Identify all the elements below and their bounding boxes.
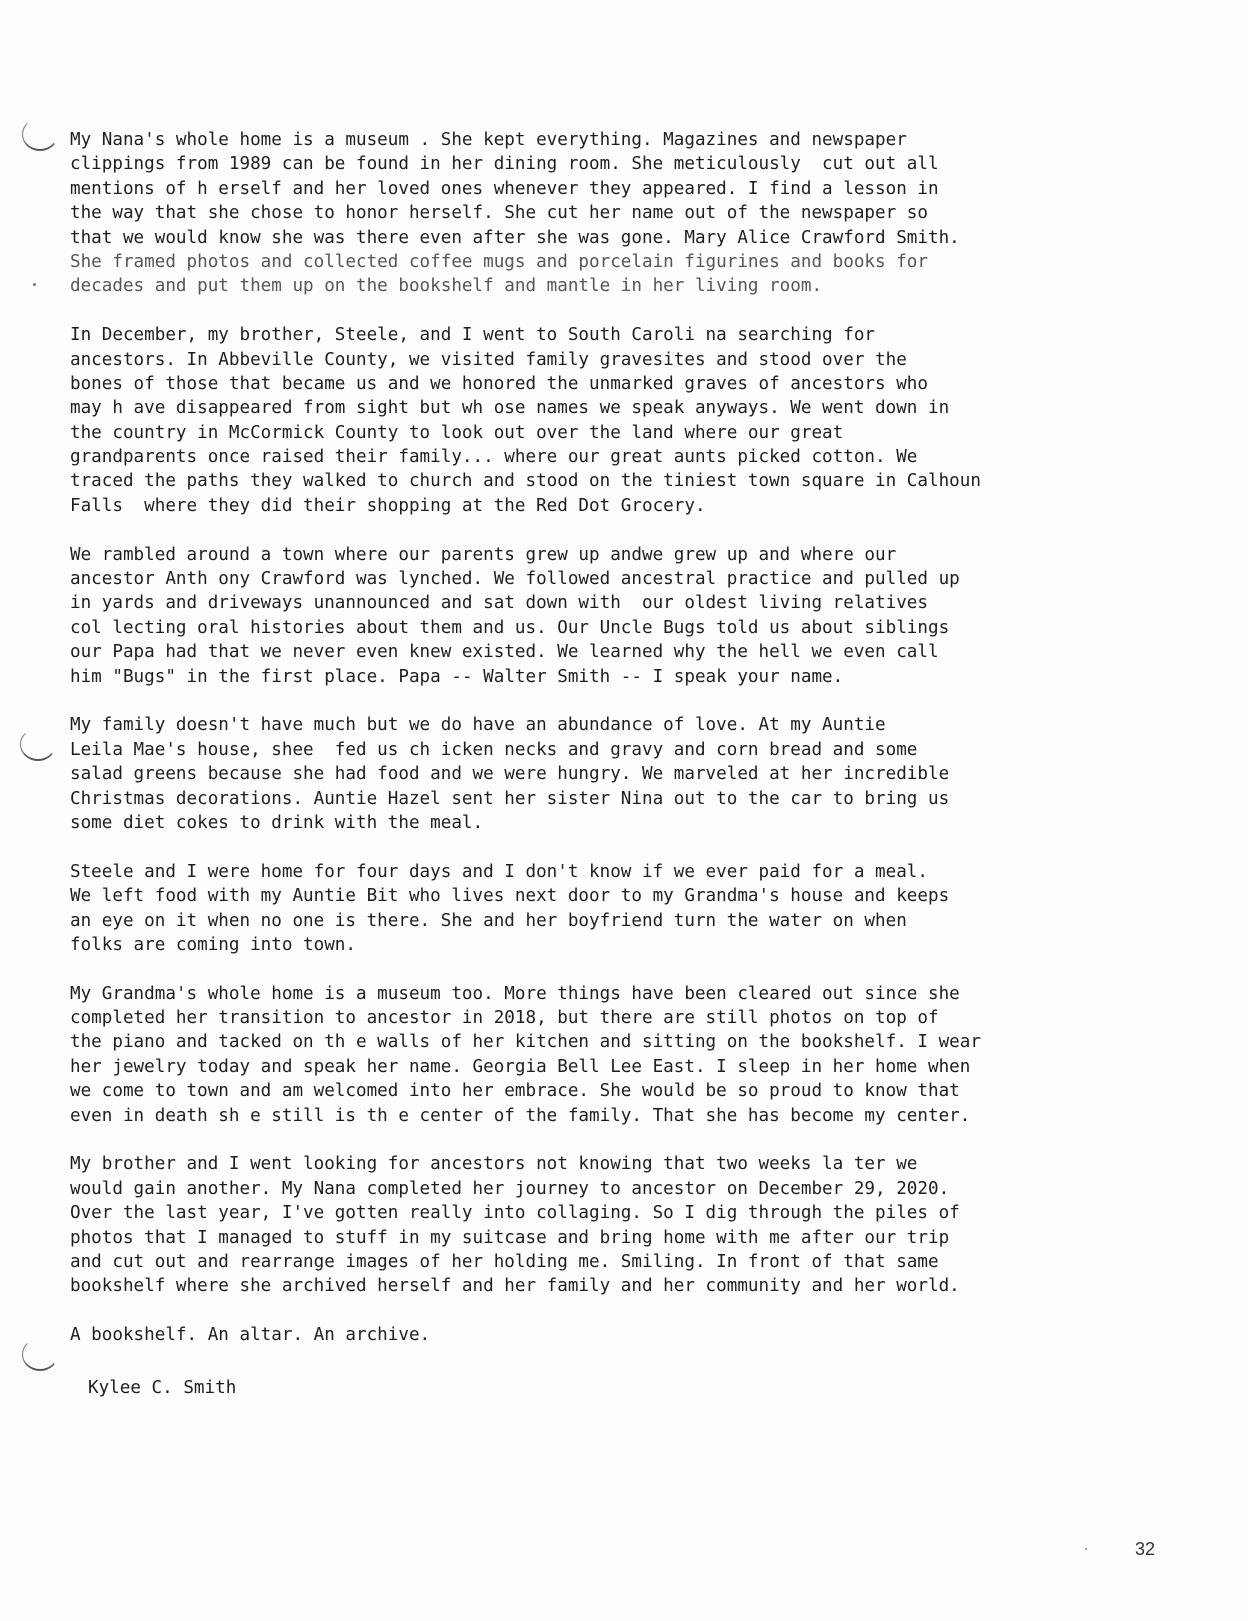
paragraph-3: [70, 543, 1150, 689]
text-line: My Nana's whole home is a museum . She kept everything. Magazines and newspaper: [70, 130, 907, 150]
text-line: Falls where they did their shopping at the Red Dot Grocery.: [70, 495, 706, 516]
text-line: clippings from 1989 can be found in her dining room. She meticulously cut out all: [70, 154, 939, 175]
text-line: ancestor Anth ony Crawford was lynched. We followed ancestral practice and pulled up: [70, 569, 960, 590]
text-line: the way that she chose to honor herself. She cut her name out of the newspaper so: [70, 203, 928, 224]
text-line: salad greens because she had food and we were hungry. We marveled at her incredible: [70, 764, 950, 785]
paragraph-5: [70, 860, 1150, 958]
text-line: some diet cokes to drink with the meal.: [70, 812, 484, 833]
text-line: that we would know she was there even after she was gone. Mary Alice Crawford Smith.: [70, 227, 960, 248]
text-line: In December, my brother, Steele, and I went to South Caroli na searching for: [70, 325, 876, 346]
paragraph-7: [70, 1152, 1150, 1298]
text-line: even in death sh e still is th e center of the family. That she has become my center.: [70, 1105, 971, 1126]
text-line: we come to town and am welcomed into her embrace. She would be so proud to know that: [70, 1081, 960, 1102]
text-line: A bookshelf. An altar. An archive.: [70, 1325, 431, 1346]
paragraph-4: [70, 713, 1150, 835]
text-line: ancestors. In Abbeville County, we visited family gravesites and stood over the: [70, 349, 907, 370]
text-line: We left food with my Auntie Bit who lives next door to my Grandma's house and keeps: [70, 886, 950, 907]
paragraph-1: [70, 128, 1150, 299]
punch-hole-mark-middle: [20, 728, 56, 761]
scan-speck: [33, 283, 36, 286]
text-line: photos that I managed to stuff in my suitcase and bring home with me after our trip: [70, 1227, 950, 1248]
text-line: bookshelf where she archived herself and her family and her community and her world.: [70, 1276, 960, 1297]
text-line: bones of those that became us and we honored the unmarked graves of ancestors who: [70, 373, 928, 394]
text-line: My Grandma's whole home is a museum too. More things have been cleared out since she: [70, 983, 960, 1004]
page-number: 32: [1135, 1539, 1156, 1559]
text-line: grandparents once raised their family... where our great aunts picked cotton. We: [70, 447, 918, 468]
text-line: our Papa had that we never even knew existed. We learned why the hell we even call: [70, 642, 939, 663]
text-line: an eye on it when no one is there. She and her boyfriend turn the water on when: [70, 910, 907, 931]
scan-speck: [1085, 1548, 1087, 1550]
text-line: My family doesn't have much but we do have an abundance of love. At my Auntie: [70, 715, 886, 736]
text-line: folks are coming into town.: [70, 934, 356, 955]
paragraph-6: [70, 982, 1150, 1128]
text-line: the piano and tacked on th e walls of her kitchen and sitting on the bookshelf. I wear: [70, 1032, 981, 1053]
text-line: mentions of h erself and her loved ones whenever they appeared. I find a lesson in: [70, 178, 939, 199]
text-line: Christmas decorations. Auntie Hazel sent her sister Nina out to the car to bring us: [70, 788, 950, 809]
text-line: My brother and I went looking for ancestors not knowing that two weeks la ter we: [70, 1154, 918, 1175]
text-line: in yards and driveways unannounced and sat down with our oldest living relatives: [70, 593, 928, 614]
essay-body: [70, 128, 1150, 1372]
author-signature: Kylee C. Smith: [88, 1378, 237, 1398]
text-line: him "Bugs" in the first place. Papa -- Walter Smith -- I speak your name.: [70, 666, 844, 687]
paragraph-8: [70, 1323, 1150, 1347]
text-line: decades and put them up on the bookshelf and mantle in her living room.: [70, 276, 823, 297]
punch-hole-mark-top: [22, 118, 58, 151]
text-line: would gain another. My Nana completed her journey to ancestor on December 29, 2020.: [70, 1178, 950, 1199]
paragraph-2: [70, 323, 1150, 518]
text-line: Over the last year, I've gotten really into collaging. So I dig through the piles of: [70, 1203, 960, 1224]
punch-hole-mark-bottom: [22, 1338, 58, 1371]
text-line: Leila Mae's house, shee fed us ch icken necks and gravy and corn bread and some: [70, 739, 918, 760]
text-line: She framed photos and collected coffee mugs and porcelain figurines and books for: [70, 251, 928, 272]
text-line: We rambled around a town where our parents grew up andwe grew up and where our: [70, 544, 897, 565]
text-line: may h ave disappeared from sight but wh ose names we speak anyways. We went down in: [70, 398, 950, 419]
text-line: col lecting oral histories about them and us. Our Uncle Bugs told us about siblings: [70, 617, 950, 638]
text-line: traced the paths they walked to church and stood on the tiniest town square in Calhoun: [70, 471, 981, 492]
text-line: the country in McCormick County to look out over the land where our great: [70, 422, 844, 443]
text-line: and cut out and rearrange images of her holding me. Smiling. In front of that same: [70, 1251, 939, 1272]
text-line: completed her transition to ancestor in 2018, but there are still photos on top of: [70, 1008, 939, 1029]
text-line: Steele and I were home for four days and I don't know if we ever paid for a meal.: [70, 861, 928, 882]
text-line: her jewelry today and speak her name. Georgia Bell Lee East. I sleep in her home when: [70, 1056, 971, 1077]
